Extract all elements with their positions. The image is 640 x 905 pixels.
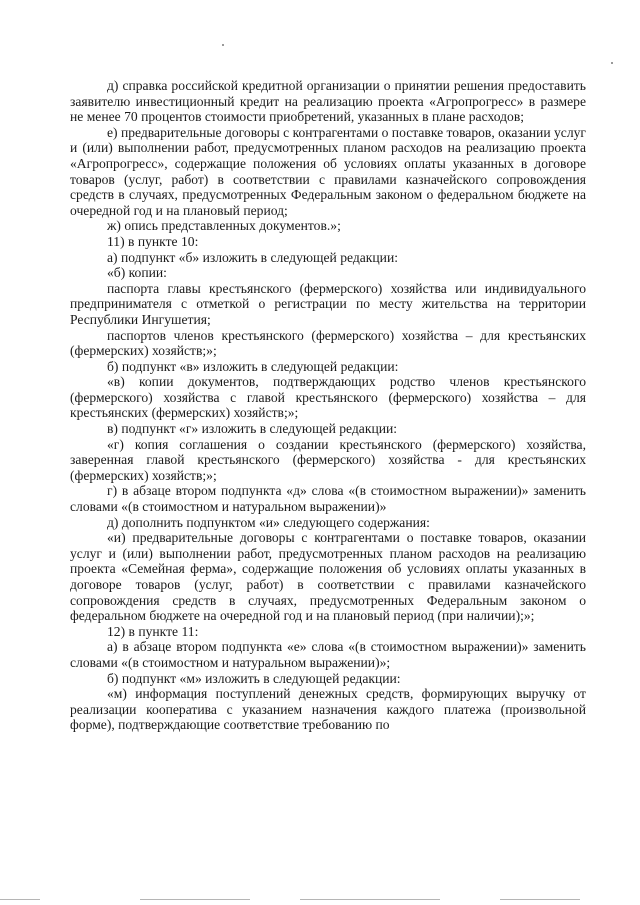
paragraph: в) подпункт «г» изложить в следующей редакции: [107,421,398,437]
paragraph: «и) предварительные договоры с контрагентами о поставке товаров, оказании услуг и (или) выполнении работ, предусмотренных планом расходов на реализацию проекта «Семейная ферма», содержащие положения об условиях оплаты указанных в договоре товаров (услуг, работ) в соответствии с правилами казначейского сопровождения средств в случаях, предусмотренных Федеральным законом о федеральном бюджете на очередной год и на плановый период (при наличии);»; [70,530,586,624]
scan-speck [611,62,613,64]
paragraph: г) в абзаце втором подпункта «д» слова «(в стоимостном выражении)» заменить словами «(в стоимостном и натуральном выражении)» [70,483,586,515]
paragraph: паспорта главы крестьянского (фермерского) хозяйства или индивидуального предпринимателя с отметкой о регистрации по месту жительства на территории Республики Ингушетия; [70,280,586,327]
paragraph: б) подпункт «в» изложить в следующей редакции: [107,358,399,374]
scan-edge-line [140,899,250,900]
paragraph: а) в абзаце втором подпункта «е» слова «(в стоимостном выражении)» заменить словами «(в стоимостном и натуральном выражении)»; [70,639,586,670]
paragraph: паспортов членов крестьянского (фермерского) хозяйства – для крестьянских (фермерских) хозяйств;»; [70,327,586,359]
paragraph: 12) в пункте 11: [107,623,199,639]
paragraph: ж) опись представленных документов.»; [107,218,341,234]
scan-speck [222,44,224,46]
scan-edge-line [300,899,440,900]
paragraph: «г) копия соглашения о создании крестьянского (фермерского) хозяйства, заверенная главой крестьянского (фермерского) хозяйства - для крестьянских (фермерских) хозяйств;»; [70,436,586,483]
paragraph: «м) информация поступлений денежных средств, формирующих выручку от реализации кооператива с указанием назначения каждого платежа (произвольной форме), подтверждающие соответствие требованию по [70,686,586,733]
scan-edge-line [500,899,580,900]
paragraph: б) подпункт «м» изложить в следующей редакции: [107,670,401,686]
paragraph: 11) в пункте 10: [107,233,199,249]
paragraph: а) подпункт «б» изложить в следующей редакции: [107,249,399,265]
paragraph: «б) копии: [107,265,167,281]
paragraph: д) дополнить подпунктом «и» следующего содержания: [107,514,430,530]
paragraph: «в) копии документов, подтверждающих родство членов крестьянского (фермерского) хозяйства с главой крестьянского (фермерского) хозяйства – для крестьянских (фермерских) хозяйств;»; [70,374,586,421]
document-body [70,78,586,733]
paragraph: д) справка российской кредитной организации о принятии решения предоставить заявителю инвестиционный кредит на реализацию проекта «Агропрогресс» в размере не менее 70 процентов стоимости приобретений, указанных в плане расходов; [70,78,586,125]
scan-edge-line [0,899,40,900]
paragraph: е) предварительные договоры с контрагентами о поставке товаров, оказании услуг и (или) выполнении работ, предусмотренных планом расходов на реализацию проекта «Агропрогресс», содержащие положения об условиях оплаты указанных в договоре товаров (услуг, работ) в соответствии с правилами казначейского сопровождения средств в случаях, предусмотренных Федеральным законом о федеральном бюджете на очередной год и на плановый период; [70,124,586,218]
